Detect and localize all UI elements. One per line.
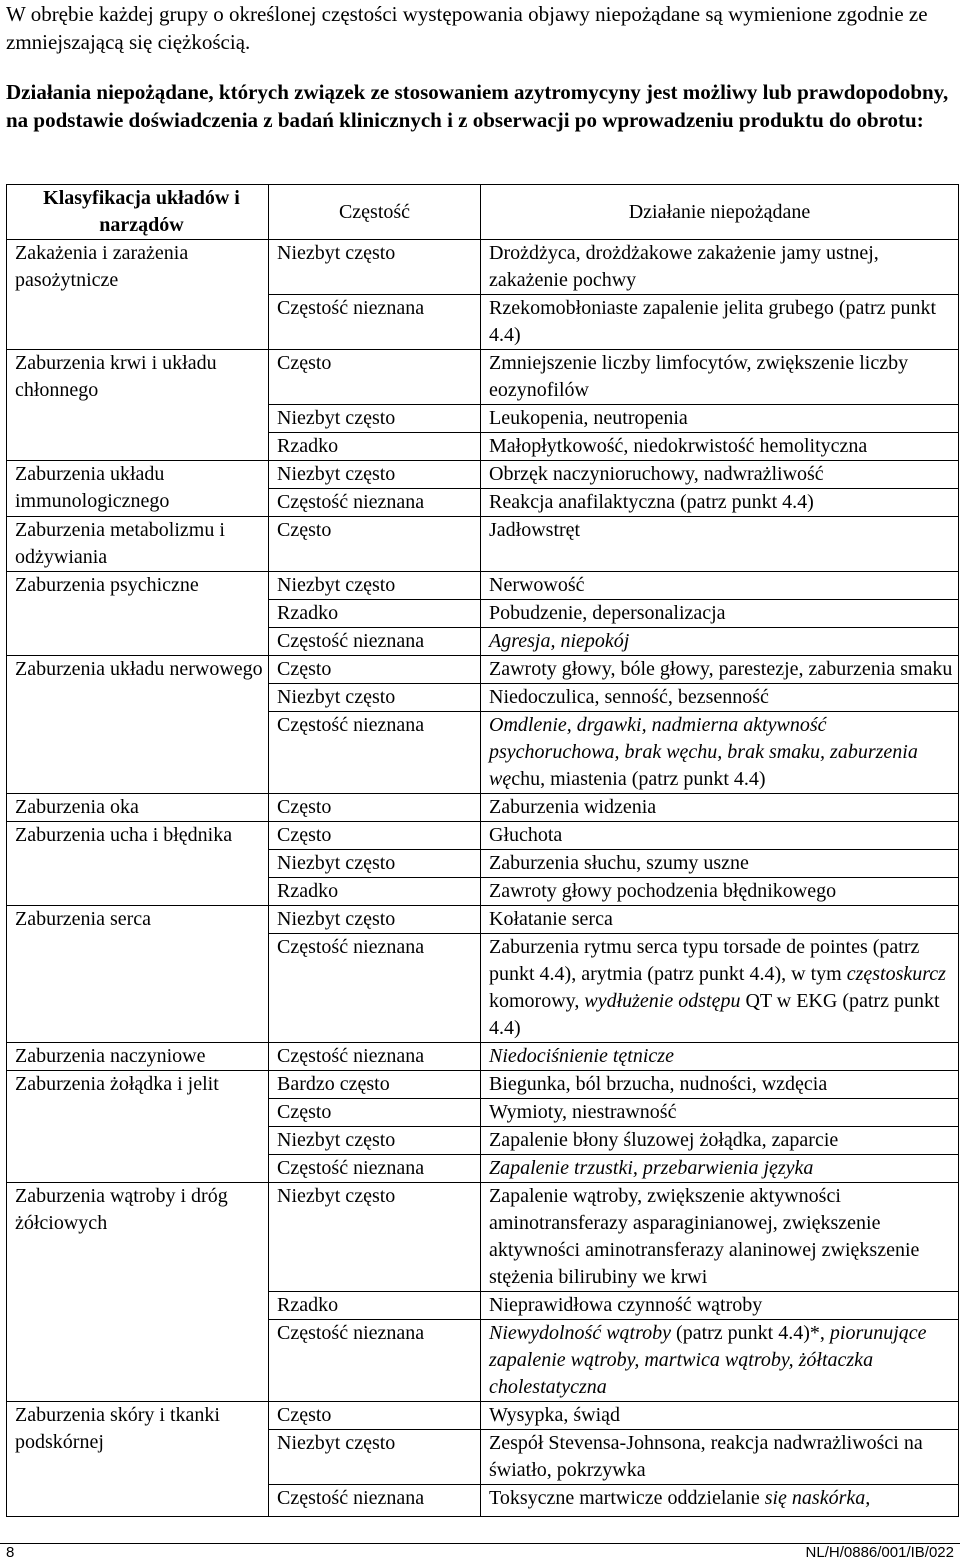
reaction-text: Zapalenie wątroby, zwiększenie aktywności aminotransferazy asparaginianowej, zwiększenie aktywności aminotransferazy alaninowej zwiększenie stężenia bilirubiny we krwi <box>489 1185 920 1288</box>
reaction-cell <box>481 878 959 906</box>
reaction-cell <box>481 1043 959 1071</box>
reaction-cell <box>481 489 959 517</box>
reaction-text: Nieprawidłowa czynność wątroby <box>489 1294 763 1316</box>
table-header-row <box>7 185 959 240</box>
soc-cell: Zaburzenia skóry i tkanki podskórnej <box>7 1402 269 1517</box>
reaction-text: Nerwowość <box>489 574 585 596</box>
table-row <box>7 1043 959 1071</box>
reaction-text: wydłużenie odstępu <box>584 990 741 1012</box>
reaction-text: Agresja, niepokój <box>489 630 630 652</box>
reaction-cell <box>481 850 959 878</box>
frequency-cell: Niezbyt często <box>269 906 481 934</box>
reaction-text: komorowy, <box>489 990 585 1012</box>
reaction-cell <box>481 1402 959 1430</box>
reaction-cell <box>481 906 959 934</box>
reaction-cell <box>481 1485 959 1517</box>
reaction-cell <box>481 1155 959 1183</box>
document-id: NL/H/0886/001/IB/022 <box>805 1544 954 1561</box>
reaction-text: Reakcja anafilaktyczna (patrz punkt 4.4) <box>489 491 814 513</box>
reaction-text: Kołatanie serca <box>489 908 613 930</box>
reaction-cell <box>481 461 959 489</box>
frequency-cell: Częstość nieznana <box>269 712 481 794</box>
reaction-cell <box>481 517 959 572</box>
reaction-cell <box>481 684 959 712</box>
table-row <box>7 1183 959 1292</box>
frequency-cell: Niezbyt często <box>269 240 481 295</box>
reaction-text: Zmniejszenie liczby limfocytów, zwiększenie liczby eozynofilów <box>489 352 909 401</box>
reaction-cell <box>481 822 959 850</box>
reaction-text: Zespół Stevensa-Johnsona, reakcja nadwrażliwości na światło, pokrzywka <box>489 1432 923 1481</box>
frequency-cell: Niezbyt często <box>269 684 481 712</box>
reaction-cell <box>481 1127 959 1155</box>
soc-cell: Zaburzenia układu nerwowego <box>7 656 269 794</box>
frequency-cell: Częstość nieznana <box>269 628 481 656</box>
reaction-cell <box>481 1099 959 1127</box>
frequency-cell: Często <box>269 1402 481 1430</box>
intro-paragraph: W obrębie każdej grupy o określonej częstości występowania objawy niepożądane są wymienione zgodnie ze zmniejszającą się ciężkością. <box>6 2 928 54</box>
soc-cell: Zaburzenia psychiczne <box>7 572 269 656</box>
reaction-cell <box>481 934 959 1043</box>
frequency-cell: Niezbyt często <box>269 1183 481 1292</box>
reaction-text: częstoskurcz <box>846 963 946 985</box>
frequency-cell: Bardzo często <box>269 1071 481 1099</box>
frequency-cell: Często <box>269 350 481 405</box>
reaction-cell <box>481 350 959 405</box>
reaction-text: piorunujące zapalenie wątroby, martwica wątroby, żółtaczka cholestatyczna <box>489 1322 927 1398</box>
reaction-cell <box>481 1430 959 1485</box>
table-row <box>7 461 959 489</box>
frequency-cell: Rzadko <box>269 600 481 628</box>
reaction-text: Zapalenie błony śluzowej żołądka, zaparcie <box>489 1129 839 1151</box>
reaction-cell <box>481 794 959 822</box>
frequency-cell: Częstość nieznana <box>269 934 481 1043</box>
reaction-cell <box>481 405 959 433</box>
frequency-cell: Częstość nieznana <box>269 1320 481 1402</box>
reaction-text: Zaburzenia widzenia <box>489 796 657 818</box>
table-row <box>7 906 959 934</box>
reaction-cell <box>481 1183 959 1292</box>
reaction-cell <box>481 656 959 684</box>
frequency-cell: Niezbyt często <box>269 405 481 433</box>
reaction-text: Pobudzenie, depersonalizacja <box>489 602 726 624</box>
header-frequency: Częstość <box>269 185 481 240</box>
reaction-text: Zaburzenia rytmu serca typu torsade de pointes (patrz punkt 4.4), arytmia (patrz punkt 4.4), w tym <box>489 936 920 985</box>
reaction-text: Zawroty głowy pochodzenia błędnikowego <box>489 880 837 902</box>
frequency-cell: Niezbyt często <box>269 1430 481 1485</box>
table-row <box>7 794 959 822</box>
reaction-text: Małopłytkowość, niedokrwistość hemolityczna <box>489 435 868 457</box>
reaction-text: Niedociśnienie tętnicze <box>489 1045 674 1067</box>
frequency-cell: Częstość nieznana <box>269 1043 481 1071</box>
reaction-text: chu, miastenia (patrz punkt 4.4) <box>511 768 766 790</box>
soc-cell: Zaburzenia naczyniowe <box>7 1043 269 1071</box>
header-soc: Klasyfikacja układów i narządów <box>7 185 269 240</box>
frequency-cell: Rzadko <box>269 878 481 906</box>
soc-cell: Zaburzenia krwi i układu chłonnego <box>7 350 269 461</box>
soc-cell: Zaburzenia żołądka i jelit <box>7 1071 269 1183</box>
header-reaction: Działanie niepożądane <box>481 185 959 240</box>
reaction-cell <box>481 1071 959 1099</box>
frequency-cell: Często <box>269 517 481 572</box>
adverse-reactions-table <box>6 184 959 1517</box>
reaction-cell <box>481 600 959 628</box>
reaction-text: Zapalenie trzustki, przebarwienia języka <box>489 1157 814 1179</box>
frequency-cell: Często <box>269 656 481 684</box>
reaction-text: Wymioty, niestrawność <box>489 1101 677 1123</box>
reaction-text: Obrzęk naczynioruchowy, nadwrażliwość <box>489 463 824 485</box>
table-body <box>7 240 959 1517</box>
reaction-text: Wysypka, świąd <box>489 1404 620 1426</box>
table-row <box>7 656 959 684</box>
frequency-cell: Częstość nieznana <box>269 1485 481 1517</box>
page-number: 8 <box>6 1544 15 1561</box>
table-row <box>7 572 959 600</box>
soc-cell: Zaburzenia metabolizmu i odżywiania <box>7 517 269 572</box>
table-row <box>7 1071 959 1099</box>
reaction-cell <box>481 712 959 794</box>
reaction-text: Toksyczne martwicze oddzielanie <box>489 1487 765 1509</box>
soc-cell: Zaburzenia serca <box>7 906 269 1043</box>
table-row <box>7 1402 959 1430</box>
frequency-cell: Niezbyt często <box>269 1127 481 1155</box>
reaction-text: Niedoczulica, senność, bezsenność <box>489 686 769 708</box>
reaction-text: QT w EKG (patrz punkt 4.4) <box>489 990 940 1039</box>
reaction-cell <box>481 628 959 656</box>
frequency-cell: Niezbyt często <box>269 461 481 489</box>
reaction-cell <box>481 295 959 350</box>
reaction-text: (patrz punkt 4.4)*, <box>671 1322 830 1344</box>
reaction-cell <box>481 1292 959 1320</box>
reaction-cell <box>481 572 959 600</box>
reaction-cell <box>481 240 959 295</box>
soc-cell: Zakażenia i zarażenia pasożytnicze <box>7 240 269 350</box>
reaction-text: Jadłowstręt <box>489 519 581 541</box>
reaction-text: Leukopenia, neutropenia <box>489 407 688 429</box>
reaction-text: Zawroty głowy, bóle głowy, parestezje, zaburzenia smaku <box>489 658 953 680</box>
reaction-text: Biegunka, ból brzucha, nudności, wzdęcia <box>489 1073 828 1095</box>
frequency-cell: Rzadko <box>269 1292 481 1320</box>
table-row <box>7 350 959 405</box>
table-row <box>7 240 959 295</box>
frequency-cell: Niezbyt często <box>269 572 481 600</box>
reaction-text: Drożdżyca, drożdżakowe zakażenie jamy ustnej, zakażenie pochwy <box>489 242 879 291</box>
frequency-cell: Często <box>269 794 481 822</box>
reaction-text: Rzekomobłoniaste zapalenie jelita grubego (patrz punkt 4.4) <box>489 297 937 346</box>
section-heading: Działania niepożądane, których związek ze stosowaniem azytromycyny jest możliwy lub prawdopodobny, na podstawie doświadczenia z badań klinicznych i z obserwacji po wprowadzeniu produktu do obrotu: <box>6 80 949 132</box>
table-row <box>7 517 959 572</box>
frequency-cell: Często <box>269 1099 481 1127</box>
soc-cell: Zaburzenia ucha i błędnika <box>7 822 269 906</box>
frequency-cell: Częstość nieznana <box>269 489 481 517</box>
reaction-text: Niewydolność wątroby <box>489 1322 672 1344</box>
reaction-cell <box>481 433 959 461</box>
soc-cell: Zaburzenia układu immunologicznego <box>7 461 269 517</box>
frequency-cell: Częstość nieznana <box>269 295 481 350</box>
soc-cell: Zaburzenia oka <box>7 794 269 822</box>
reaction-text: się naskórka, <box>764 1487 871 1509</box>
reaction-text: Zaburzenia słuchu, szumy uszne <box>489 852 749 874</box>
frequency-cell: Rzadko <box>269 433 481 461</box>
reaction-text: Głuchota <box>489 824 563 846</box>
frequency-cell: Niezbyt często <box>269 850 481 878</box>
frequency-cell: Częstość nieznana <box>269 1155 481 1183</box>
table-row <box>7 822 959 850</box>
frequency-cell: Często <box>269 822 481 850</box>
reaction-cell <box>481 1320 959 1402</box>
reaction-text: Omdlenie, drgawki, nadmierna aktywność psychoruchowa, brak węchu, brak smaku, zaburzenia wę <box>489 714 918 790</box>
soc-cell: Zaburzenia wątroby i dróg żółciowych <box>7 1183 269 1402</box>
